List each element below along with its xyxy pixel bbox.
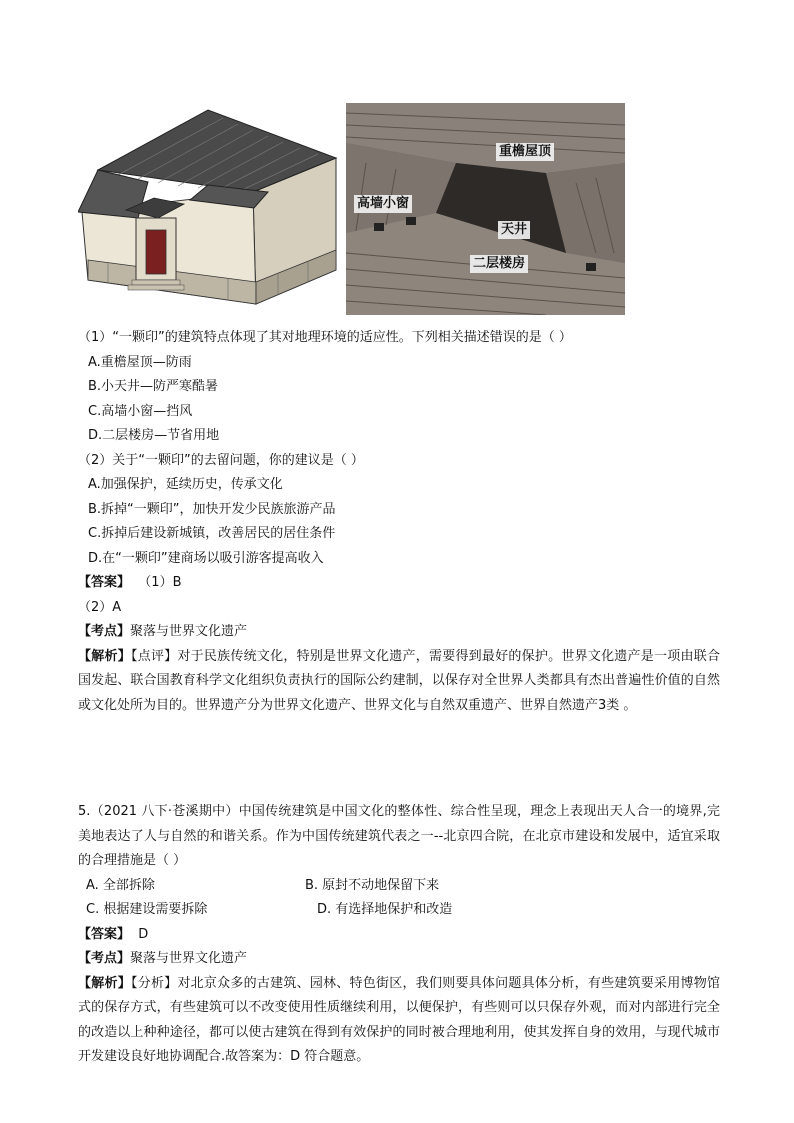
q4-sub2-option-d: D.在“一颗印”建商场以吸引游客提高收入 (88, 550, 324, 566)
q5-options-row-2 (78, 898, 720, 923)
q5-kaodian: 聚落与世界文化遗产 (130, 951, 248, 966)
q5-answer-line (78, 923, 720, 948)
question-4-block (78, 326, 720, 718)
figure-row (78, 100, 638, 320)
jiexi-sub-tag: 【分析】 (130, 975, 178, 991)
q5-option-d: D. 有选择地保护和改造 (317, 902, 453, 917)
label-high-wall-small-window: 高墙小窗 (354, 195, 412, 213)
q4-answer-1: （1）B (138, 575, 182, 590)
q4-sub1-option-d: D.二层楼房—节省用地 (88, 428, 220, 443)
q5-stem: 5.（2021 八下·苍溪期中）中国传统建筑是中国文化的整体性、综合性呈现，理念上表现出天人合一的境界,完美地表达了人与自然的和谐关系。作为中国传统建筑代表之一--北京四合院，在北京市建设和发展中，适宜采取的合理措施是（ ） (78, 804, 720, 868)
q4-kaodian-line (78, 620, 720, 645)
q5-answer: D (138, 926, 149, 942)
question-5-block (78, 800, 720, 1070)
jiexi-sub-tag: 【点评】 (130, 648, 178, 664)
q4-sub2-stem: （2）关于“一颗印”的去留问题，你的建议是（ ） (78, 452, 364, 468)
label-courtyard: 天井 (498, 221, 530, 239)
q4-kaodian: 聚落与世界文化遗产 (130, 624, 248, 639)
answer-tag: 【答案】 (78, 575, 131, 590)
q5-option-c: C. 根据建设需要拆除 (86, 902, 208, 917)
jiexi-tag: 【解析】 (78, 648, 131, 664)
kaodian-tag: 【考点】 (78, 624, 131, 639)
q4-sub2-option-a: A.加强保护，延续历史，传承文化 (88, 477, 283, 492)
yikeyin-house-illustration (78, 100, 340, 312)
jiexi-tag: 【解析】 (78, 975, 131, 991)
q4-answer-line (78, 571, 720, 596)
q4-sub1-stem: （1）“一颗印”的建筑特点体现了其对地理环境的适应性。下列相关描述错误的是（ ） (78, 330, 572, 345)
label-double-eave-roof: 重檐屋顶 (496, 143, 554, 161)
q4-sub1-option-a: A.重檐屋顶—防雨 (88, 354, 192, 370)
q4-sub1-option-c: C.高墙小窗—挡风 (88, 403, 193, 419)
q5-jiexi-paragraph (78, 972, 720, 1070)
label-two-storey: 二层楼房 (470, 255, 528, 273)
q4-sub1-option-b: B.小天井—防严寒酷暑 (88, 379, 219, 394)
answer-tag: 【答案】 (78, 926, 131, 942)
q5-kaodian-line (78, 947, 720, 972)
q4-answer-2: （2）A (78, 599, 122, 615)
q4-jiexi-paragraph (78, 645, 720, 719)
aerial-photo (346, 103, 625, 315)
q4-sub2-option-b: B.拆掉“一颗印”，加快开发少民族旅游产品 (88, 501, 336, 517)
q5-options-row-1 (78, 874, 720, 899)
q4-sub2-option-c: C.拆掉后建设新城镇，改善居民的居住条件 (88, 526, 336, 541)
q4-jiexi: 对于民族传统文化，特别是世界文化遗产，需要得到最好的保护。世界文化遗产是一项由联合国发起、联合国教育科学文化组织负责执行的国际公约建制，以保存对全世界人类都具有杰出普遍性价值的自然或文化处所为目的。世界遗产分为世界文化遗产、世界文化与自然双重遗产、世界自然遗产3类 。 (78, 648, 720, 713)
q5-option-b: B. 原封不动地保留下来 (305, 877, 440, 893)
kaodian-tag: 【考点】 (78, 951, 131, 966)
q5-jiexi: 对北京众多的古建筑、园林、特色街区，我们则要具体问题具体分析，有些建筑要采用博物馆式的保存方式，有些建筑可以不改变使用性质继续利用，以便保护，有些则可以只保存外观，而对内部进行完全的改造以上种种途径，都可以使古建筑在得到有效保护的同时被合理地利用，使其发挥自身的效用，与现代城市开发建设良好地协调配合.故答案为：D 符合题意。 (78, 975, 720, 1064)
q5-option-a: A. 全部拆除 (86, 877, 155, 893)
